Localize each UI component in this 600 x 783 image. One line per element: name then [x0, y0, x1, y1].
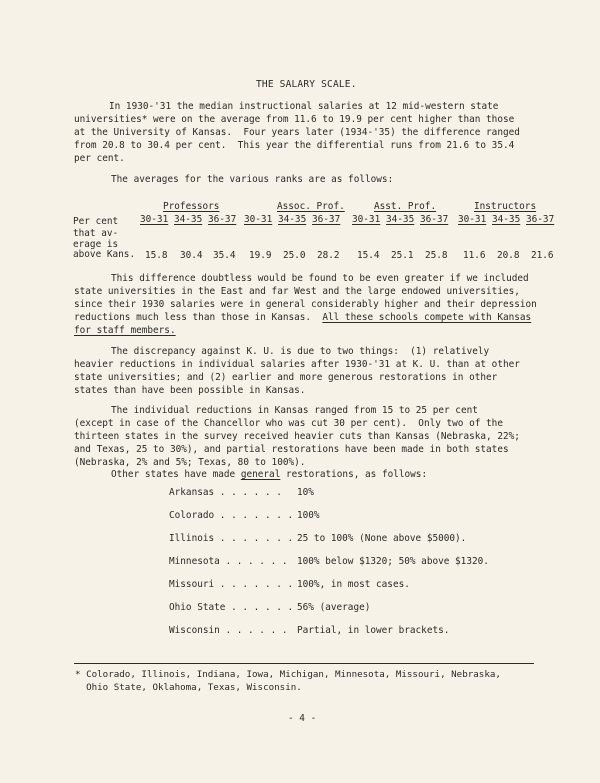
- footnote-line: Ohio State, Oklahoma, Texas, Wisconsin.: [75, 682, 302, 693]
- year-header: 30-31: [140, 214, 169, 225]
- emphasis-text: for staff members.: [74, 325, 176, 336]
- table-cell: 25.1: [391, 250, 414, 261]
- state-name: Missouri . . . . . . .: [169, 579, 294, 590]
- state-restoration: 56% (average): [297, 602, 371, 613]
- state-restoration: 25 to 100% (None above $5000).: [297, 533, 467, 544]
- footnote-line: * Colorado, Illinois, Indiana, Iowa, Michigan, Minnesota, Missouri, Nebraska,: [75, 669, 501, 680]
- text-line: (Nebraska, 2% and 5%; Texas, 80 to 100%).: [74, 457, 306, 468]
- text-line: heavier reductions in individual salaries after 1930-'31 at K. U. than at other: [74, 359, 520, 370]
- year-header: 36-37: [526, 214, 555, 225]
- text-line: This difference doubtless would be found to be even greater if we included: [111, 273, 529, 284]
- state-name: Arkansas . . . . . .: [169, 487, 282, 498]
- text-line: since their 1930 salaries were in general considerably higher and their depression: [74, 299, 537, 310]
- text-line: The discrepancy against K. U. is due to two things: (1) relatively: [111, 346, 490, 357]
- text-line: state universities; and (2) earlier and more generous restorations in other: [74, 372, 498, 383]
- averages-intro: The averages for the various ranks are as follows:: [111, 174, 394, 185]
- table-cell: 25.8: [425, 250, 448, 261]
- year-header: 34-35: [174, 214, 203, 225]
- year-header: 30-31: [458, 214, 487, 225]
- year-header: 36-37: [420, 214, 449, 225]
- emphasis-text: general: [240, 469, 281, 480]
- text-line: from 20.8 to 30.4 per cent. This year the differential runs from 21.6 to 35.4: [74, 140, 515, 151]
- emphasis-text: All these schools compete with Kansas: [322, 312, 532, 323]
- table-cell: 30.4: [180, 250, 203, 261]
- restorations-intro: [111, 467, 427, 482]
- state-name: Illinois . . . . . . .: [169, 533, 294, 544]
- table-cell: 28.2: [317, 250, 340, 261]
- group-header: Asst. Prof.: [374, 201, 437, 212]
- year-header: 34-35: [492, 214, 521, 225]
- state-restoration: 100%: [297, 510, 320, 521]
- text-run: restorations, as follows:: [280, 469, 428, 480]
- state-restoration: 100% below $1320; 50% above $1320.: [297, 556, 489, 567]
- text-line: (except in case of the Chancellor who was cut 30 per cent). Only two of the: [74, 418, 503, 429]
- table-cell: 11.6: [463, 250, 486, 261]
- text-line: per cent.: [74, 153, 125, 164]
- group-header: Professors: [163, 201, 220, 212]
- text-line: and Texas, 25 to 30%), and partial restorations have been made in both states: [74, 444, 509, 455]
- year-header: 30-31: [352, 214, 381, 225]
- page-title: THE SALARY SCALE.: [256, 79, 357, 90]
- footnote-divider: [74, 663, 534, 664]
- text-line: states than have been possible in Kansas.: [74, 385, 306, 396]
- table-cell: 25.0: [283, 250, 306, 261]
- state-restoration: 10%: [297, 487, 314, 498]
- row-label: above Kans.: [73, 249, 136, 260]
- row-label: erage is: [73, 239, 119, 250]
- state-name: Wisconsin . . . . . .: [169, 625, 288, 636]
- state-restoration: Partial, in lower brackets.: [297, 625, 450, 636]
- footnote: [75, 668, 501, 694]
- table-cell: 20.8: [497, 250, 520, 261]
- text-line: universities* were on the average from 11.6 to 19.9 per cent higher than those: [74, 114, 515, 125]
- text-line: thirteen states in the survey received heavier cuts than Kansas (Nebraska, 22%;: [74, 431, 520, 442]
- table-cell: 15.8: [145, 250, 168, 261]
- text-line: The individual reductions in Kansas ranged from 15 to 25 per cent: [111, 405, 478, 416]
- text-line: state universities in the East and far West and the large endowed universities,: [74, 286, 520, 297]
- text-line: at the University of Kansas. Four years later (1934-'35) the difference ranged: [74, 127, 520, 138]
- table-cell: 35.4: [213, 250, 236, 261]
- state-restoration: 100%, in most cases.: [297, 579, 410, 590]
- table-cell: 21.6: [531, 250, 554, 261]
- year-header: 34-35: [278, 214, 307, 225]
- group-header: Instructors: [474, 201, 537, 212]
- row-label: that av-: [73, 228, 119, 239]
- text-run: reductions much less than those in Kansas.: [74, 312, 323, 323]
- state-name: Colorado . . . . . . .: [169, 510, 294, 521]
- page-number: - 4 -: [288, 713, 317, 724]
- year-header: 36-37: [208, 214, 237, 225]
- state-name: Minnesota . . . . . .: [169, 556, 288, 567]
- row-label: Per cent: [73, 216, 119, 227]
- year-header: 30-31: [244, 214, 273, 225]
- group-header: Assoc. Prof.: [277, 201, 345, 212]
- table-cell: 19.9: [249, 250, 272, 261]
- year-header: 36-37: [312, 214, 341, 225]
- year-header: 34-35: [386, 214, 415, 225]
- table-cell: 15.4: [357, 250, 380, 261]
- state-name: Ohio State . . . . . .: [169, 602, 294, 613]
- text-run: Other states have made: [111, 469, 241, 480]
- text-line: In 1930-'31 the median instructional salaries at 12 mid-western state: [109, 101, 499, 112]
